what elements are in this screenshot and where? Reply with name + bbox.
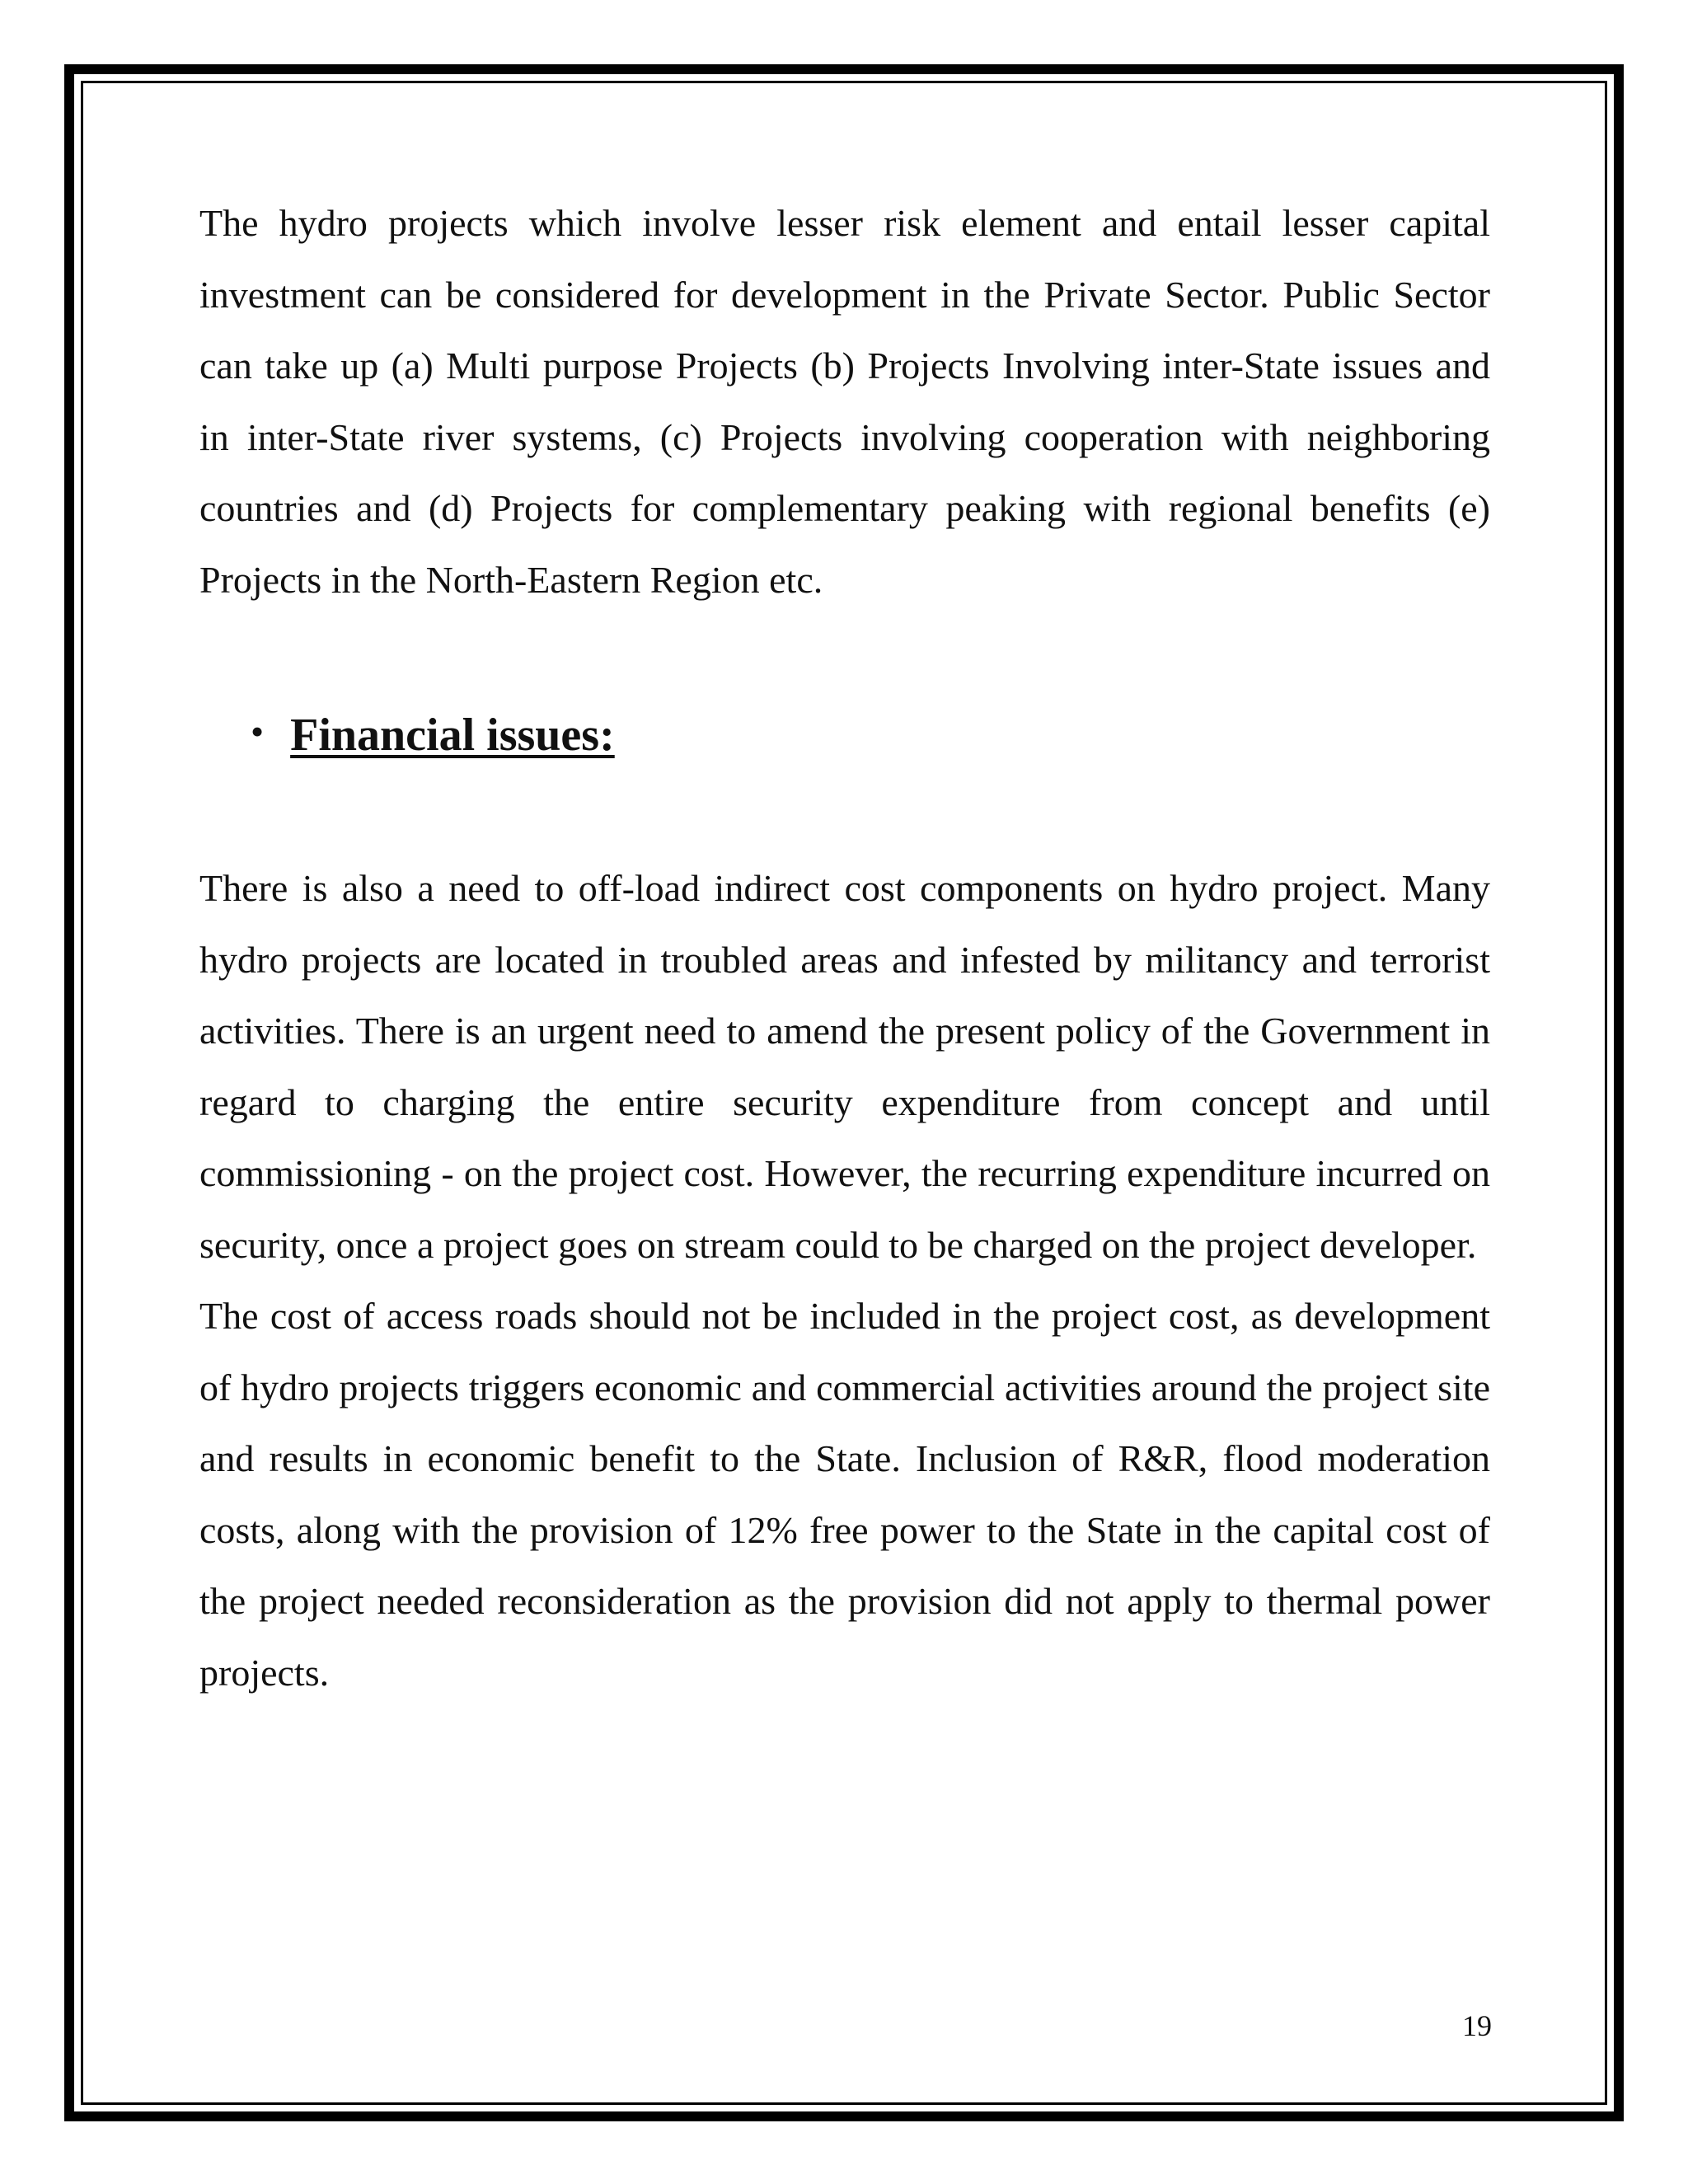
section-heading-financial-issues [199,698,1490,772]
paragraph-access-roads: The cost of access roads should not be included in the project cost, as development of hydro projects triggers economic and commercial activities around the project site and results in economic benefit to the State. Inclusion of R&R, flood moderation costs, along with the provision of 12% free power to the State in the capital cost of the project needed reconsideration as the provision did not apply to thermal power projects. [199,1295,1490,1694]
document-body [199,188,1490,1708]
bullet-icon: • [251,710,265,752]
heading-text: Financial issues: [290,710,615,761]
paragraph-security-costs: There is also a need to off-load indirect cost components on hydro project. Many hydro projects are located in troubled areas and infested by militancy and terrorist activities. There is an urgent need to amend the present policy of the Government in regard to charging the entire security expenditure from concept and until commissioning - on the project cost. However, the recurring expenditure incurred on security, once a project goes on stream could to be charged on the project developer. [199,867,1490,1266]
page-number: 19 [1462,2009,1492,2042]
paragraph-private-public-sector: The hydro projects which involve lesser risk element and entail lesser capital investment can be considered for development in the Private Sector. Public Sector can take up (a) Multi purpose Projects (b) Projects Involving inter-State issues and in inter-State river systems, (c) Projects involving cooperation with neighboring countries and (d) Projects for complementary peaking with regional benefits (e) Projects in the North-Eastern Region etc. [199,202,1490,601]
